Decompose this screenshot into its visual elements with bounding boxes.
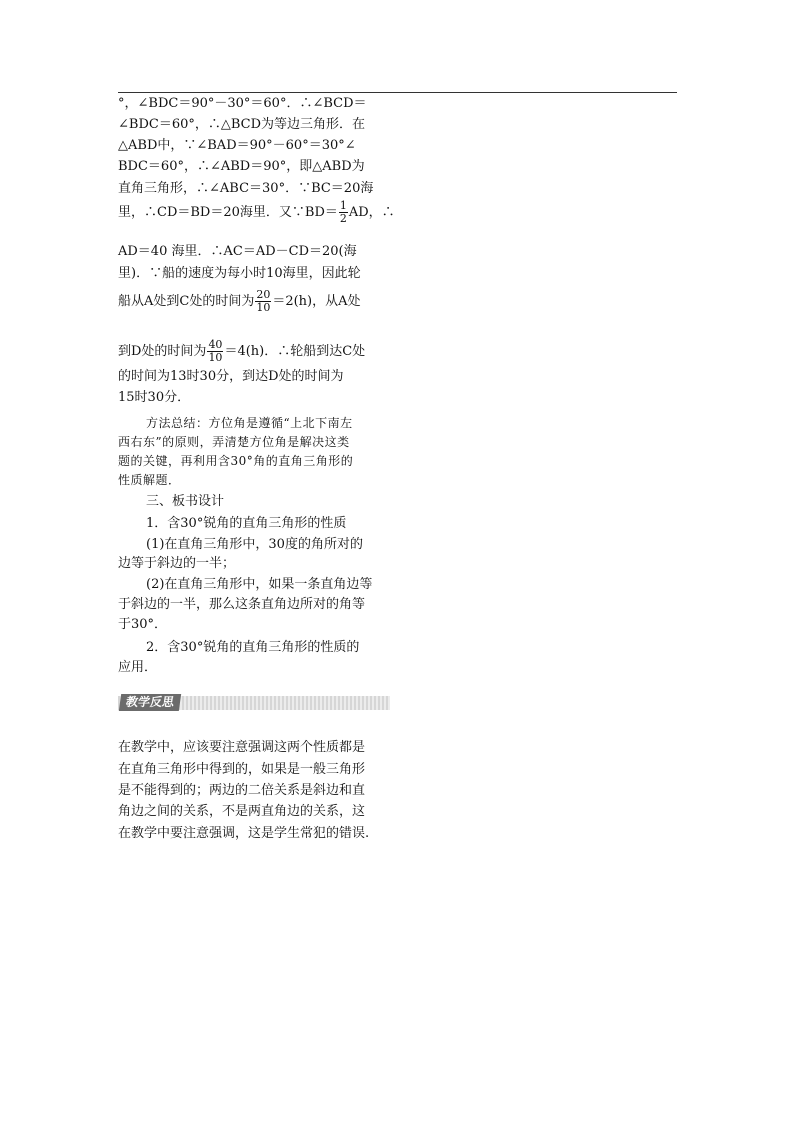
text-line-with-fraction xyxy=(118,200,395,225)
text-line: AD＝40 海里．∴AC＝AD－CD＝20(海 xyxy=(118,244,357,259)
text-line: ∠BDC＝60°，∴△BCD为等边三角形．在 xyxy=(118,117,366,132)
method-summary-line: 方法总结：方位角是遵循“上北下南左 xyxy=(146,416,353,430)
fraction-40-10 xyxy=(207,339,223,364)
section-title: 教学反思 xyxy=(119,694,181,711)
reflection-line: 是不能得到的；两边的二倍关系是斜边和直 xyxy=(118,783,366,798)
fraction-numerator: 20 xyxy=(256,288,271,301)
text-segment: ＝4(h)．∴轮船到达C处 xyxy=(224,344,366,359)
text-line: BDC＝60°，∴∠ABD＝90°，即△ABD为 xyxy=(118,159,365,174)
text-line: △ABD中，∵∠BAD＝90°－60°＝30°∠ xyxy=(118,138,356,153)
text-line: 直角三角形，∴∠ABC＝30°．∵BC＝20海 xyxy=(118,181,374,196)
text-line: 15时30分． xyxy=(118,390,191,405)
text-segment: 到D处的时间为 xyxy=(118,344,207,359)
text-segment: 里，∴CD＝BD＝20海里．又∵BD＝ xyxy=(118,205,338,220)
text-segment: 船从A处到C处的时间为 xyxy=(118,294,255,309)
method-summary-line: 西右东”的原则，弄清楚方位角是解决这类 xyxy=(118,435,350,449)
fraction-20-10 xyxy=(255,289,271,314)
method-summary-line: 题的关键，再利用含30°角的直角三角形的 xyxy=(118,454,354,468)
board-item: (1)在直角三角形中，30度的角所对的 xyxy=(146,537,363,552)
section-banner xyxy=(118,696,390,710)
fraction-numerator: 40 xyxy=(208,338,223,351)
text-line-with-fraction xyxy=(118,339,365,364)
text-segment: ＝2(h)，从A处 xyxy=(272,294,361,309)
text-line-with-fraction xyxy=(118,289,361,314)
board-item: 1．含30°锐角的直角三角形的性质 xyxy=(146,516,347,531)
board-item: 2．含30°锐角的直角三角形的性质的 xyxy=(146,640,360,655)
text-line: °，∠BDC＝90°－30°＝60°．∴∠BCD＝ xyxy=(118,96,367,111)
fraction-denominator: 10 xyxy=(256,301,271,314)
board-item: 边等于斜边的一半； xyxy=(118,556,236,571)
board-item: 应用． xyxy=(118,660,158,675)
text-segment: AD，∴ xyxy=(348,205,395,220)
board-item: 于斜边的一半，那么这条直角边所对的角等 xyxy=(118,597,366,612)
fraction-denominator: 10 xyxy=(208,351,223,364)
reflection-line: 在教学中，应该要注意强调这两个性质都是 xyxy=(118,740,366,755)
fraction-half xyxy=(339,200,348,225)
fraction-denominator: 2 xyxy=(339,212,347,225)
method-summary-line: 性质解题． xyxy=(118,473,181,487)
text-line: 的时间为13时30分，到达D处的时间为 xyxy=(118,369,344,384)
reflection-line: 在教学中要注意强调，这是学生常犯的错误. xyxy=(118,826,370,841)
board-design-heading: 三、板书设计 xyxy=(146,494,225,509)
board-item: (2)在直角三角形中，如果一条直角边等 xyxy=(146,577,373,592)
text-line: 里)．∵船的速度为每小时10海里，因此轮 xyxy=(118,266,361,281)
reflection-line: 角边之间的关系，不是两直角边的关系，这 xyxy=(118,804,366,819)
reflection-line: 在直角三角形中得到的，如果是一般三角形 xyxy=(118,762,366,777)
fraction-numerator: 1 xyxy=(339,199,347,212)
board-item: 于30°． xyxy=(118,617,168,632)
header-rule xyxy=(118,92,677,93)
